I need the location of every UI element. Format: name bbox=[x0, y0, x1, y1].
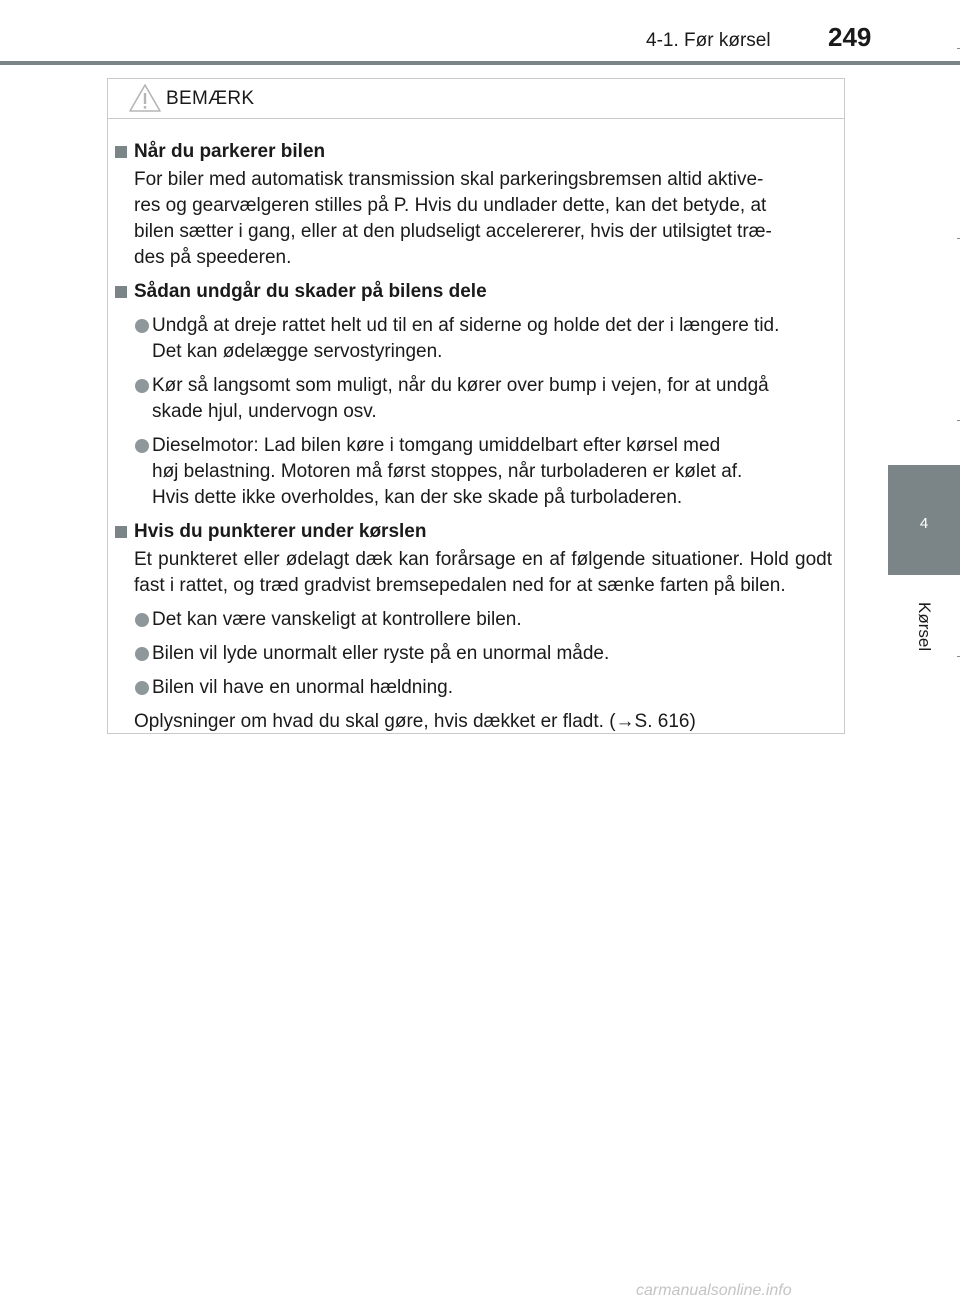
section-paragraph: For biler med automatisk transmission skal parkeringsbremsen altid aktive- res og gearvælgeren stilles på P. Hvis du undlader dette, kan det betyde, at bilen sætter i gang, eller at den pludseligt accelererer, hvis der utilsigtet træ- des på speederen. bbox=[134, 169, 772, 268]
section-heading: Hvis du punkterer under kørslen bbox=[108, 519, 844, 545]
header-rule bbox=[0, 61, 960, 65]
square-bullet-icon bbox=[115, 146, 127, 158]
list-item: Kør så langsomt som muligt, når du kører over bump i vejen, for at undgå skade hjul, undervogn osv. bbox=[108, 373, 844, 425]
square-bullet-icon bbox=[115, 286, 127, 298]
list-item: Undgå at dreje rattet helt ud til en af siderne og holde det der i længere tid. Det kan ødelægge servostyringen. bbox=[108, 313, 844, 365]
notice-box bbox=[107, 78, 845, 734]
list-item: Dieselmotor: Lad bilen køre i tomgang umiddelbart efter kørsel med høj belastning. Motoren må først stoppes, når turboladeren er kølet af. Hvis dette ikke overholdes, kan der ske skade på turboladeren. bbox=[108, 433, 844, 511]
page-number: 249 bbox=[828, 22, 872, 52]
circle-bullet-icon bbox=[135, 319, 149, 333]
circle-bullet-icon bbox=[135, 647, 149, 661]
chapter-tab[interactable] bbox=[888, 465, 960, 575]
section-title: 4-1. Før kørsel bbox=[646, 30, 771, 51]
square-bullet-icon bbox=[115, 526, 127, 538]
circle-bullet-icon bbox=[135, 379, 149, 393]
arrow-right-icon: → bbox=[615, 711, 635, 732]
circle-bullet-icon bbox=[135, 613, 149, 627]
circle-bullet-icon bbox=[135, 439, 149, 453]
section-paragraph: Et punkteret eller ødelagt dæk kan forårsage en af følgende situationer. Hold godt fast i rattet, og træd gradvist bremsepedalen ned for at sænke farten på bilen. bbox=[134, 549, 832, 596]
page-reference-link[interactable]: S. 616 bbox=[634, 711, 690, 732]
notice-header bbox=[108, 79, 844, 119]
list-item: Bilen vil have en unormal hældning. bbox=[108, 675, 844, 701]
reference-line: Oplysninger om hvad du skal gøre, hvis dækket er fladt. (→S. 616) bbox=[134, 711, 696, 732]
section-heading: Sådan undgår du skader på bilens dele bbox=[108, 279, 844, 305]
warning-triangle-icon bbox=[128, 83, 162, 113]
watermark: carmanualsonline.info bbox=[636, 1282, 792, 1299]
circle-bullet-icon bbox=[135, 681, 149, 695]
notice-title: BEMÆRK bbox=[166, 88, 255, 109]
list-item: Bilen vil lyde unormalt eller ryste på en unormal måde. bbox=[108, 641, 844, 667]
list-item: Det kan være vanskeligt at kontrollere bilen. bbox=[108, 607, 844, 633]
notice-content bbox=[108, 139, 844, 735]
section-heading: Når du parkerer bilen bbox=[108, 139, 844, 165]
chapter-label: Kørsel bbox=[915, 602, 934, 652]
chapter-number: 4 bbox=[919, 515, 929, 532]
